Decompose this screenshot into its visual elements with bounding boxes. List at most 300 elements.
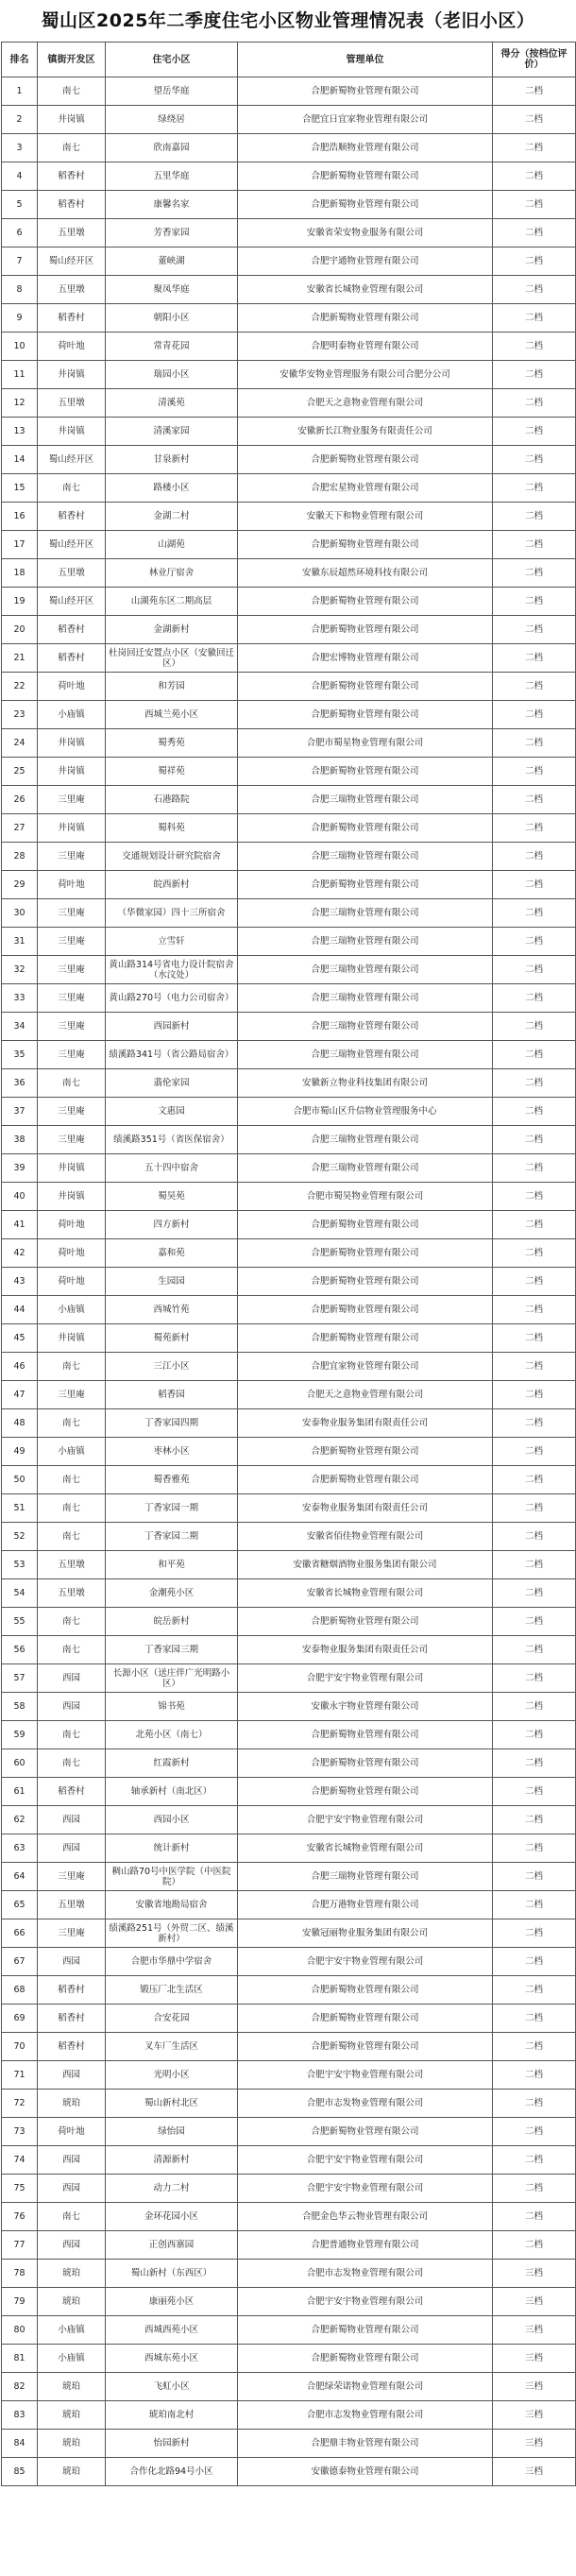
score-cell: 二档 <box>493 1041 576 1069</box>
table-row <box>2 928 576 956</box>
community-cell: 西城竹苑 <box>106 1296 238 1324</box>
street-cell: 三里庵 <box>38 843 106 871</box>
community-cell: 蜀香雅苑 <box>106 1466 238 1494</box>
table-row <box>2 503 576 531</box>
rank-cell: 17 <box>2 531 38 559</box>
table-row <box>2 2033 576 2061</box>
table-row <box>2 1353 576 1381</box>
community-cell: 五十四中宿舍 <box>106 1154 238 1183</box>
company-cell: 合肥三瑞物业管理有限公司 <box>238 1154 493 1183</box>
table-row <box>2 2430 576 2458</box>
street-cell: 南七 <box>38 134 106 162</box>
rank-cell: 56 <box>2 1636 38 1664</box>
street-cell: 西园 <box>38 1834 106 1863</box>
rank-cell: 38 <box>2 1126 38 1154</box>
table-row <box>2 786 576 814</box>
community-cell: 芳香家园 <box>106 219 238 247</box>
company-cell: 安徽永宇物业管理有限公司 <box>238 1693 493 1721</box>
rank-cell: 74 <box>2 2146 38 2175</box>
score-cell: 二档 <box>493 531 576 559</box>
table-row <box>2 814 576 843</box>
rank-cell: 16 <box>2 503 38 531</box>
community-cell: 金湖新村 <box>106 616 238 644</box>
rank-cell: 3 <box>2 134 38 162</box>
score-cell: 二档 <box>493 729 576 758</box>
community-cell: 合肥市华鼎中学宿舍 <box>106 1948 238 1976</box>
community-cell: 丁香家园二期 <box>106 1523 238 1551</box>
company-cell: 合肥宜日宜家物业管理有限公司 <box>238 106 493 134</box>
community-cell: 轴承新村（南北区） <box>106 1778 238 1806</box>
community-cell: 绩溪路341号（省公路局宿舍） <box>106 1041 238 1069</box>
street-cell: 南七 <box>38 1636 106 1664</box>
street-cell: 南七 <box>38 1494 106 1523</box>
street-cell: 井岗镇 <box>38 1324 106 1353</box>
community-cell: 金环花园小区 <box>106 2203 238 2231</box>
rank-cell: 54 <box>2 1579 38 1608</box>
table-row <box>2 2118 576 2146</box>
score-cell: 二档 <box>493 956 576 984</box>
company-cell: 合肥市蜀昊物业管理有限公司 <box>238 1183 493 1211</box>
score-cell: 二档 <box>493 1579 576 1608</box>
company-cell: 合肥浩顺物业管理有限公司 <box>238 134 493 162</box>
company-cell: 合肥新蜀物业管理有限公司 <box>238 814 493 843</box>
company-cell: 合肥三瑞物业管理有限公司 <box>238 1013 493 1041</box>
street-cell: 井岗镇 <box>38 106 106 134</box>
rank-cell: 63 <box>2 1834 38 1863</box>
table-row <box>2 956 576 984</box>
street-cell: 琥珀 <box>38 2260 106 2288</box>
street-cell: 五里墩 <box>38 1891 106 1919</box>
street-cell: 井岗镇 <box>38 729 106 758</box>
header-rank: 排名 <box>2 43 38 77</box>
company-cell: 安徽省佰佳物业管理有限公司 <box>238 1523 493 1551</box>
score-cell: 二档 <box>493 1749 576 1778</box>
rank-cell: 46 <box>2 1353 38 1381</box>
community-cell: 山湖苑 <box>106 531 238 559</box>
company-cell: 合肥宇安宇物业管理有限公司 <box>238 2146 493 2175</box>
table-row <box>2 701 576 729</box>
community-cell: 蜀科苑 <box>106 814 238 843</box>
score-cell: 三档 <box>493 2401 576 2430</box>
table-row <box>2 1806 576 1834</box>
company-cell: 合肥新蜀物业管理有限公司 <box>238 1778 493 1806</box>
table-row <box>2 871 576 899</box>
street-cell: 小庙镇 <box>38 1438 106 1466</box>
street-cell: 三里庵 <box>38 1919 106 1948</box>
table-row <box>2 2316 576 2345</box>
street-cell: 稻香村 <box>38 1778 106 1806</box>
company-cell: 合肥三瑞物业管理有限公司 <box>238 786 493 814</box>
score-cell: 二档 <box>493 389 576 418</box>
table-row <box>2 389 576 418</box>
table-row <box>2 1636 576 1664</box>
rank-cell: 57 <box>2 1664 38 1693</box>
score-cell: 三档 <box>493 2345 576 2373</box>
table-row <box>2 1579 576 1608</box>
score-cell: 二档 <box>493 333 576 361</box>
score-cell: 二档 <box>493 928 576 956</box>
rank-cell: 55 <box>2 1608 38 1636</box>
company-cell: 合肥宇安宇物业管理有限公司 <box>238 2288 493 2316</box>
score-cell: 二档 <box>493 446 576 474</box>
street-cell: 小庙镇 <box>38 2316 106 2345</box>
header-community: 住宅小区 <box>106 43 238 77</box>
table-row <box>2 1239 576 1268</box>
rank-cell: 34 <box>2 1013 38 1041</box>
company-cell: 安徽省长城物业管理有限公司 <box>238 1579 493 1608</box>
score-cell: 二档 <box>493 1863 576 1891</box>
rank-cell: 59 <box>2 1721 38 1749</box>
community-cell: 西园小区 <box>106 1806 238 1834</box>
score-cell: 二档 <box>493 2090 576 2118</box>
score-cell: 三档 <box>493 2316 576 2345</box>
rank-cell: 41 <box>2 1211 38 1239</box>
score-cell: 二档 <box>493 2231 576 2260</box>
score-cell: 二档 <box>493 2033 576 2061</box>
rank-cell: 37 <box>2 1098 38 1126</box>
community-cell: 叉车厂生活区 <box>106 2033 238 2061</box>
community-cell: 正创西寨园 <box>106 2231 238 2260</box>
company-cell: 合肥三瑞物业管理有限公司 <box>238 1863 493 1891</box>
community-cell: 红霞新村 <box>106 1749 238 1778</box>
company-cell: 合肥新蜀物业管理有限公司 <box>238 1324 493 1353</box>
street-cell: 井岗镇 <box>38 361 106 389</box>
street-cell: 蜀山经开区 <box>38 588 106 616</box>
score-cell: 二档 <box>493 162 576 191</box>
community-cell: 清溪家园 <box>106 418 238 446</box>
rank-cell: 58 <box>2 1693 38 1721</box>
rank-cell: 31 <box>2 928 38 956</box>
community-cell: 朝阳小区 <box>106 304 238 333</box>
table-row <box>2 1069 576 1098</box>
community-cell: 西园新村 <box>106 1013 238 1041</box>
street-cell: 井岗镇 <box>38 1183 106 1211</box>
score-cell: 二档 <box>493 1523 576 1551</box>
company-cell: 合肥万港物业管理有限公司 <box>238 1891 493 1919</box>
company-cell: 合肥新蜀物业管理有限公司 <box>238 673 493 701</box>
score-cell: 三档 <box>493 2260 576 2288</box>
header-street: 镇街开发区 <box>38 43 106 77</box>
street-cell: 琥珀 <box>38 2458 106 2486</box>
company-cell: 安徽省糖烟酒物业服务集团有限公司 <box>238 1551 493 1579</box>
street-cell: 稻香村 <box>38 2033 106 2061</box>
rank-cell: 36 <box>2 1069 38 1098</box>
rank-cell: 50 <box>2 1466 38 1494</box>
company-cell: 合肥新蜀物业管理有限公司 <box>238 2316 493 2345</box>
street-cell: 稻香村 <box>38 616 106 644</box>
rank-cell: 71 <box>2 2061 38 2090</box>
company-cell: 合肥新蜀物业管理有限公司 <box>238 1296 493 1324</box>
street-cell: 南七 <box>38 77 106 106</box>
company-cell: 安徽省长城物业管理有限公司 <box>238 276 493 304</box>
street-cell: 小庙镇 <box>38 701 106 729</box>
page-title: 蜀山区2025年二季度住宅小区物业管理情况表（老旧小区） <box>41 10 535 31</box>
rank-cell: 23 <box>2 701 38 729</box>
company-cell: 安徽东辰超然环境科技有限公司 <box>238 559 493 588</box>
score-cell: 二档 <box>493 871 576 899</box>
street-cell: 小庙镇 <box>38 2345 106 2373</box>
street-cell: 蜀山经开区 <box>38 247 106 276</box>
table-row <box>2 588 576 616</box>
street-cell: 三里庵 <box>38 928 106 956</box>
company-cell: 合肥新蜀物业管理有限公司 <box>238 446 493 474</box>
score-cell: 二档 <box>493 1154 576 1183</box>
score-cell: 二档 <box>493 219 576 247</box>
street-cell: 南七 <box>38 2203 106 2231</box>
rank-cell: 73 <box>2 2118 38 2146</box>
community-cell: 皖西新村 <box>106 871 238 899</box>
table-row <box>2 1551 576 1579</box>
street-cell: 荷叶地 <box>38 333 106 361</box>
community-cell: 翡伦家园 <box>106 1069 238 1098</box>
rank-cell: 48 <box>2 1409 38 1438</box>
rank-cell: 27 <box>2 814 38 843</box>
company-cell: 合肥市志发物业管理有限公司 <box>238 2260 493 2288</box>
table-row <box>2 2175 576 2203</box>
company-cell: 合肥宇安宇物业管理有限公司 <box>238 1948 493 1976</box>
company-cell: 合肥新蜀物业管理有限公司 <box>238 2005 493 2033</box>
rank-cell: 9 <box>2 304 38 333</box>
property-table <box>1 42 576 2486</box>
community-cell: （华微家园）四十三所宿舍 <box>106 899 238 928</box>
rank-cell: 8 <box>2 276 38 304</box>
score-cell: 二档 <box>493 1239 576 1268</box>
street-cell: 五里墩 <box>38 559 106 588</box>
street-cell: 琥珀 <box>38 2090 106 2118</box>
community-cell: 合安花园 <box>106 2005 238 2033</box>
rank-cell: 77 <box>2 2231 38 2260</box>
rank-cell: 75 <box>2 2175 38 2203</box>
score-cell: 二档 <box>493 1664 576 1693</box>
street-cell: 三里庵 <box>38 984 106 1013</box>
company-cell: 合肥三瑞物业管理有限公司 <box>238 928 493 956</box>
table-row <box>2 644 576 673</box>
street-cell: 荷叶地 <box>38 1239 106 1268</box>
table-row <box>2 1749 576 1778</box>
rank-cell: 25 <box>2 758 38 786</box>
table-row <box>2 474 576 503</box>
table-row <box>2 1721 576 1749</box>
community-cell: 枣林小区 <box>106 1438 238 1466</box>
company-cell: 合肥市志发物业管理有限公司 <box>238 2090 493 2118</box>
header-score: 得分（按档位评价） <box>493 43 576 77</box>
community-cell: 嘉和苑 <box>106 1239 238 1268</box>
company-cell: 合肥新蜀物业管理有限公司 <box>238 871 493 899</box>
community-cell: 蜀秀苑 <box>106 729 238 758</box>
rank-cell: 47 <box>2 1381 38 1409</box>
community-cell: 绩溪路251号（外贸二区、绩溪新村） <box>106 1919 238 1948</box>
table-row <box>2 106 576 134</box>
community-cell: 西城西苑小区 <box>106 2316 238 2345</box>
table-row <box>2 559 576 588</box>
street-cell: 荷叶地 <box>38 1268 106 1296</box>
table-row <box>2 361 576 389</box>
community-cell: 石港路院 <box>106 786 238 814</box>
community-cell: 丁香家园四期 <box>106 1409 238 1438</box>
street-cell: 三里庵 <box>38 956 106 984</box>
company-cell: 合肥金色华云物业管理有限公司 <box>238 2203 493 2231</box>
rank-cell: 43 <box>2 1268 38 1296</box>
score-cell: 二档 <box>493 503 576 531</box>
community-cell: 三江小区 <box>106 1353 238 1381</box>
table-row <box>2 1268 576 1296</box>
community-cell: 瑞园小区 <box>106 361 238 389</box>
score-cell: 二档 <box>493 1948 576 1976</box>
rank-cell: 10 <box>2 333 38 361</box>
company-cell: 合肥新蜀物业管理有限公司 <box>238 1749 493 1778</box>
table-row <box>2 333 576 361</box>
community-cell: 北苑小区（南七） <box>106 1721 238 1749</box>
rank-cell: 30 <box>2 899 38 928</box>
community-cell: 皖岳新村 <box>106 1608 238 1636</box>
rank-cell: 51 <box>2 1494 38 1523</box>
rank-cell: 12 <box>2 389 38 418</box>
score-cell: 二档 <box>493 1211 576 1239</box>
rank-cell: 18 <box>2 559 38 588</box>
community-cell: 绩溪路351号（省医保宿舍） <box>106 1126 238 1154</box>
company-cell: 合肥绿荣诺物业管理有限公司 <box>238 2373 493 2401</box>
company-cell: 合肥三瑞物业管理有限公司 <box>238 899 493 928</box>
score-cell: 三档 <box>493 2288 576 2316</box>
rank-cell: 29 <box>2 871 38 899</box>
rank-cell: 24 <box>2 729 38 758</box>
rank-cell: 65 <box>2 1891 38 1919</box>
company-cell: 安徽华安物业管理服务有限公司合肥分公司 <box>238 361 493 389</box>
company-cell: 合肥宏星物业管理有限公司 <box>238 474 493 503</box>
street-cell: 井岗镇 <box>38 814 106 843</box>
street-cell: 五里墩 <box>38 1551 106 1579</box>
table-row <box>2 2061 576 2090</box>
community-cell: 蜀山新村北区 <box>106 2090 238 2118</box>
table-row <box>2 2345 576 2373</box>
street-cell: 南七 <box>38 1466 106 1494</box>
rank-cell: 40 <box>2 1183 38 1211</box>
street-cell: 井岗镇 <box>38 418 106 446</box>
score-cell: 二档 <box>493 1636 576 1664</box>
table-row <box>2 1098 576 1126</box>
street-cell: 五里墩 <box>38 389 106 418</box>
community-cell: 西城东苑小区 <box>106 2345 238 2373</box>
table-row <box>2 304 576 333</box>
company-cell: 安徽冠丽物业服务集团有限公司 <box>238 1919 493 1948</box>
rank-cell: 39 <box>2 1154 38 1183</box>
company-cell: 合肥明泰物业管理有限公司 <box>238 333 493 361</box>
rank-cell: 2 <box>2 106 38 134</box>
street-cell: 琥珀 <box>38 2401 106 2430</box>
rank-cell: 62 <box>2 1806 38 1834</box>
table-row <box>2 1013 576 1041</box>
community-cell: 黄山路270号（电力公司宿舍） <box>106 984 238 1013</box>
company-cell: 合肥市蜀星物业管理有限公司 <box>238 729 493 758</box>
table-row <box>2 616 576 644</box>
score-cell: 三档 <box>493 2430 576 2458</box>
table-row <box>2 134 576 162</box>
table-row <box>2 446 576 474</box>
community-cell: 蜀祥苑 <box>106 758 238 786</box>
street-cell: 蜀山经开区 <box>38 446 106 474</box>
community-cell: 和平苑 <box>106 1551 238 1579</box>
community-cell: 清源新村 <box>106 2146 238 2175</box>
street-cell: 南七 <box>38 1608 106 1636</box>
table-row <box>2 77 576 106</box>
rank-cell: 26 <box>2 786 38 814</box>
street-cell: 南七 <box>38 1523 106 1551</box>
street-cell: 三里庵 <box>38 1381 106 1409</box>
street-cell: 西园 <box>38 1664 106 1693</box>
score-cell: 二档 <box>493 1693 576 1721</box>
street-cell: 琥珀 <box>38 2373 106 2401</box>
company-cell: 合肥三瑞物业管理有限公司 <box>238 1126 493 1154</box>
table-row <box>2 758 576 786</box>
street-cell: 荷叶地 <box>38 2118 106 2146</box>
community-cell: 康丽苑小区 <box>106 2288 238 2316</box>
company-cell: 合肥新蜀物业管理有限公司 <box>238 616 493 644</box>
company-cell: 合肥新蜀物业管理有限公司 <box>238 1608 493 1636</box>
community-cell: 西城兰苑小区 <box>106 701 238 729</box>
street-cell: 南七 <box>38 1409 106 1438</box>
company-cell: 合肥新蜀物业管理有限公司 <box>238 2033 493 2061</box>
table-row <box>2 899 576 928</box>
table-row <box>2 2146 576 2175</box>
street-cell: 荷叶地 <box>38 1211 106 1239</box>
community-cell: 立雪轩 <box>106 928 238 956</box>
table-row <box>2 673 576 701</box>
company-cell: 合肥新蜀物业管理有限公司 <box>238 77 493 106</box>
table-row <box>2 1126 576 1154</box>
company-cell: 合肥新蜀物业管理有限公司 <box>238 2118 493 2146</box>
table-row <box>2 1693 576 1721</box>
community-cell: 丁香家园一期 <box>106 1494 238 1523</box>
company-cell: 合肥三瑞物业管理有限公司 <box>238 956 493 984</box>
street-cell: 三里庵 <box>38 1041 106 1069</box>
community-cell: 路楼小区 <box>106 474 238 503</box>
street-cell: 南七 <box>38 1353 106 1381</box>
rank-cell: 85 <box>2 2458 38 2486</box>
rank-cell: 72 <box>2 2090 38 2118</box>
community-cell: 动力二村 <box>106 2175 238 2203</box>
table-row <box>2 2373 576 2401</box>
company-cell: 合肥宇安宇物业管理有限公司 <box>238 2061 493 2090</box>
street-cell: 五里墩 <box>38 276 106 304</box>
table-row <box>2 1834 576 1863</box>
score-cell: 二档 <box>493 1919 576 1948</box>
company-cell: 合肥宇安宇物业管理有限公司 <box>238 1806 493 1834</box>
score-cell: 二档 <box>493 616 576 644</box>
street-cell: 南七 <box>38 1749 106 1778</box>
score-cell: 二档 <box>493 1494 576 1523</box>
score-cell: 二档 <box>493 247 576 276</box>
company-cell: 安徽德泰物业管理有限公司 <box>238 2458 493 2486</box>
company-cell: 合肥新蜀物业管理有限公司 <box>238 1239 493 1268</box>
street-cell: 稻香村 <box>38 503 106 531</box>
community-cell: 怡园新村 <box>106 2430 238 2458</box>
table-row <box>2 1948 576 1976</box>
table-row <box>2 2231 576 2260</box>
table-row <box>2 1296 576 1324</box>
score-cell: 二档 <box>493 474 576 503</box>
community-cell: 交通规划设计研究院宿舍 <box>106 843 238 871</box>
score-cell: 三档 <box>493 2458 576 2486</box>
score-cell: 二档 <box>493 1834 576 1863</box>
table-row <box>2 1409 576 1438</box>
street-cell: 西园 <box>38 1693 106 1721</box>
rank-cell: 61 <box>2 1778 38 1806</box>
community-cell: 杜岗回迁安置点小区（安徽回迁区） <box>106 644 238 673</box>
community-cell: 甘泉新村 <box>106 446 238 474</box>
company-cell: 合肥宇安宇物业管理有限公司 <box>238 2175 493 2203</box>
street-cell: 稻香村 <box>38 191 106 219</box>
street-cell: 南七 <box>38 1721 106 1749</box>
